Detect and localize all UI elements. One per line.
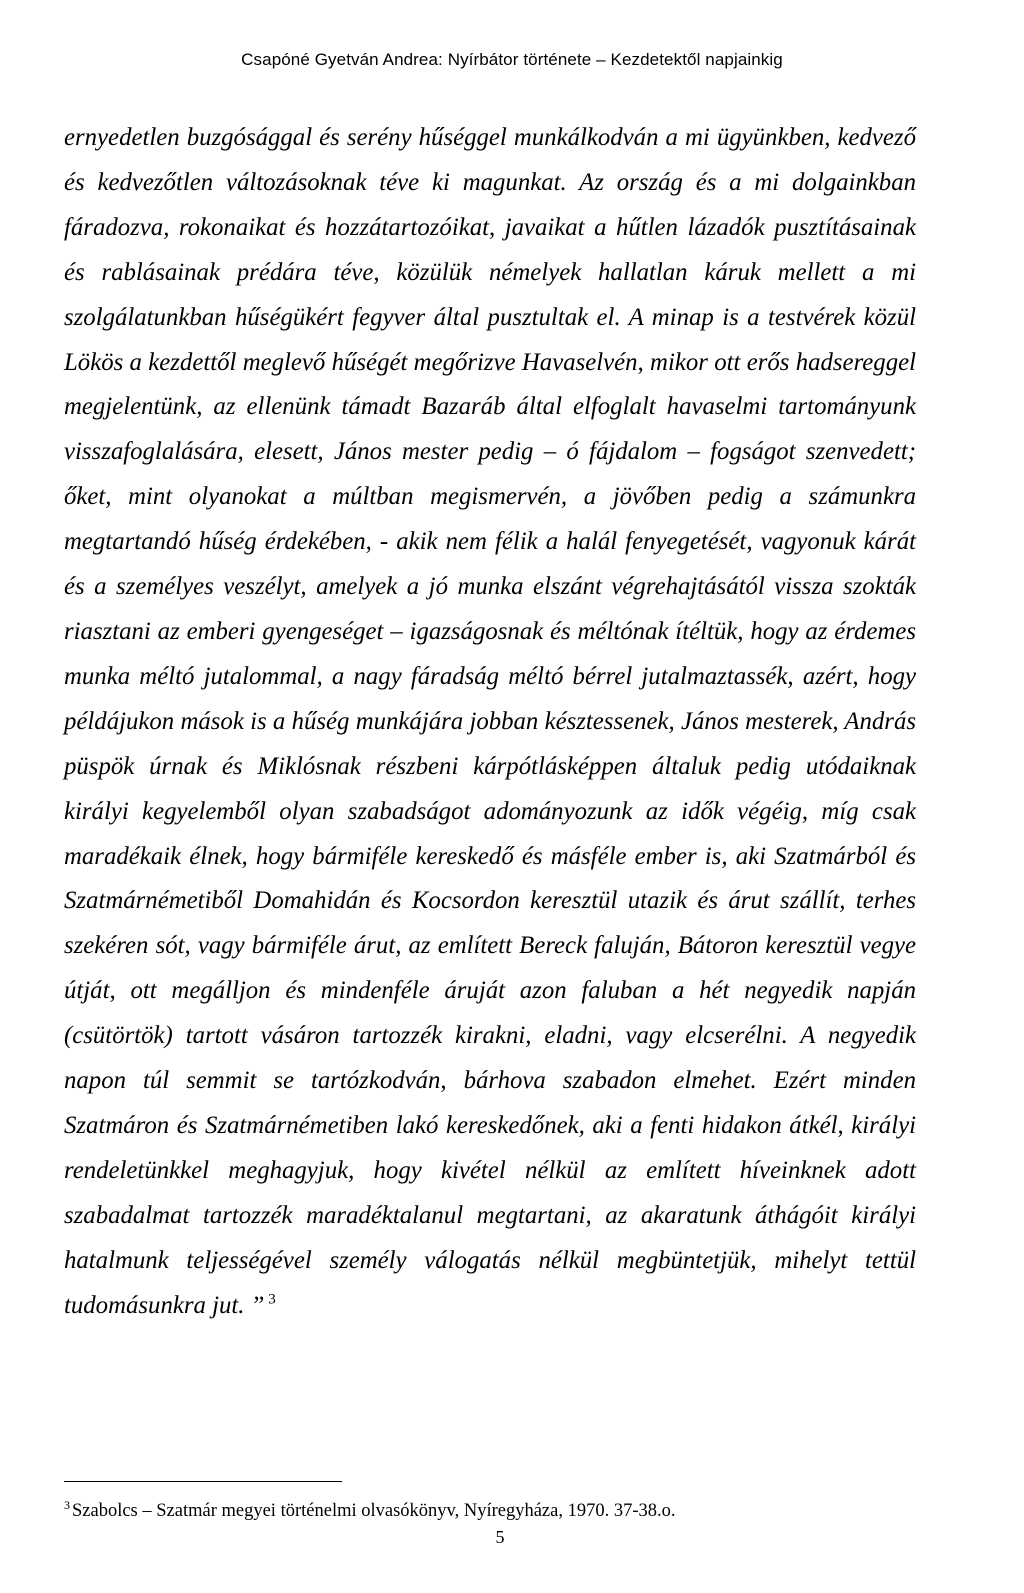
footnote [64,1497,924,1522]
footnote-separator [64,1481,342,1482]
footnote-reference: 3 [268,1291,276,1308]
body-text: ernyedetlen buzgósággal és serény hűséggel munkálkodván a mi ügyünkben, kedvező és kedvezőtlen változásoknak téve ki magunkat. Az ország és a mi dolgainkban fáradozva, rokonaikat és hozzátartozóikat, javaikat a hűtlen lázadók pusztításainak és rablásainak prédára téve, közülük némelyek hallatlan káruk mellett a mi szolgálatunkban hűségükért fegyver által pusztultak el. A minap is a testvérek közül Lökös a kezdettől meglevő hűségét megőrizve Havaselvén, mikor ott erős hadsereggel megjelentünk, az ellenünk támadt Bazaráb által elfoglalt havaselmi tartományunk visszafoglalására, elesett, János mester pedig – ó fájdalom – fogságot szenvedett; őket, mint olyanokat a múltban megismervén, a jövőben pedig a számunkra megtartandó hűség érdekében, - akik nem félik a halál fenyegetését, vagyonuk kárát és a személyes veszélyt, amelyek a jó munka elszánt végrehajtásától vissza szokták riasztani az emberi gyengeséget – igazságosnak és méltónak ítéltük, hogy az érdemes munka méltó jutalommal, a nagy fáradság méltó bérrel jutalmaztassék, azért, hogy példájukon mások is a hűség munkájára jobban késztessenek, János mesterek, András püspök úrnak és Miklósnak részbeni kárpótlásképpen általuk pedig utódaiknak királyi kegyelemből olyan szabadságot adományozunk az idők végéig, míg csak maradékaik élnek, hogy bármiféle kereskedő és másféle ember is, aki Szatmárból és Szatmárnémetiből Domahidán és Kocsordon keresztül utazik és árut szállít, terhes szekéren sót, vagy bármiféle árut, az említett Bereck faluján, Bátoron keresztül vegye útját, ott megálljon és mindenféle áruját azon faluban a hét negyedik napján (csütörtök) tartott vásáron tartozzék kirakni, eladni, vagy elcserélni. A negyedik napon túl semmit se tartózkodván, bárhova szabadon elmehet. Ezért minden Szatmáron és Szatmárnémetiben lakó kereskedőnek, aki a fenti hidakon átkél, királyi rendeletünkkel meghagyjuk, hogy kivétel nélkül az említett híveinknek adott szabadalmat tartozzék maradéktalanul megtartani, az akaratunk áthágóit királyi hatalmunk teljességével személy válogatás nélkül megbüntetjük, mihelyt tettül tudomásunkra jut. ” [64,124,916,1319]
running-header: Csapóné Gyetván Andrea: Nyírbátor története – Kezdetektől napjainkig [241,50,783,69]
page-number: 5 [495,1527,505,1547]
footnote-mark: 3 [64,1497,70,1512]
body-paragraph [64,116,916,1328]
footnote-text: Szabolcs – Szatmár megyei történelmi olvasókönyv, Nyíregyháza, 1970. 37-38.o. [72,1501,676,1521]
